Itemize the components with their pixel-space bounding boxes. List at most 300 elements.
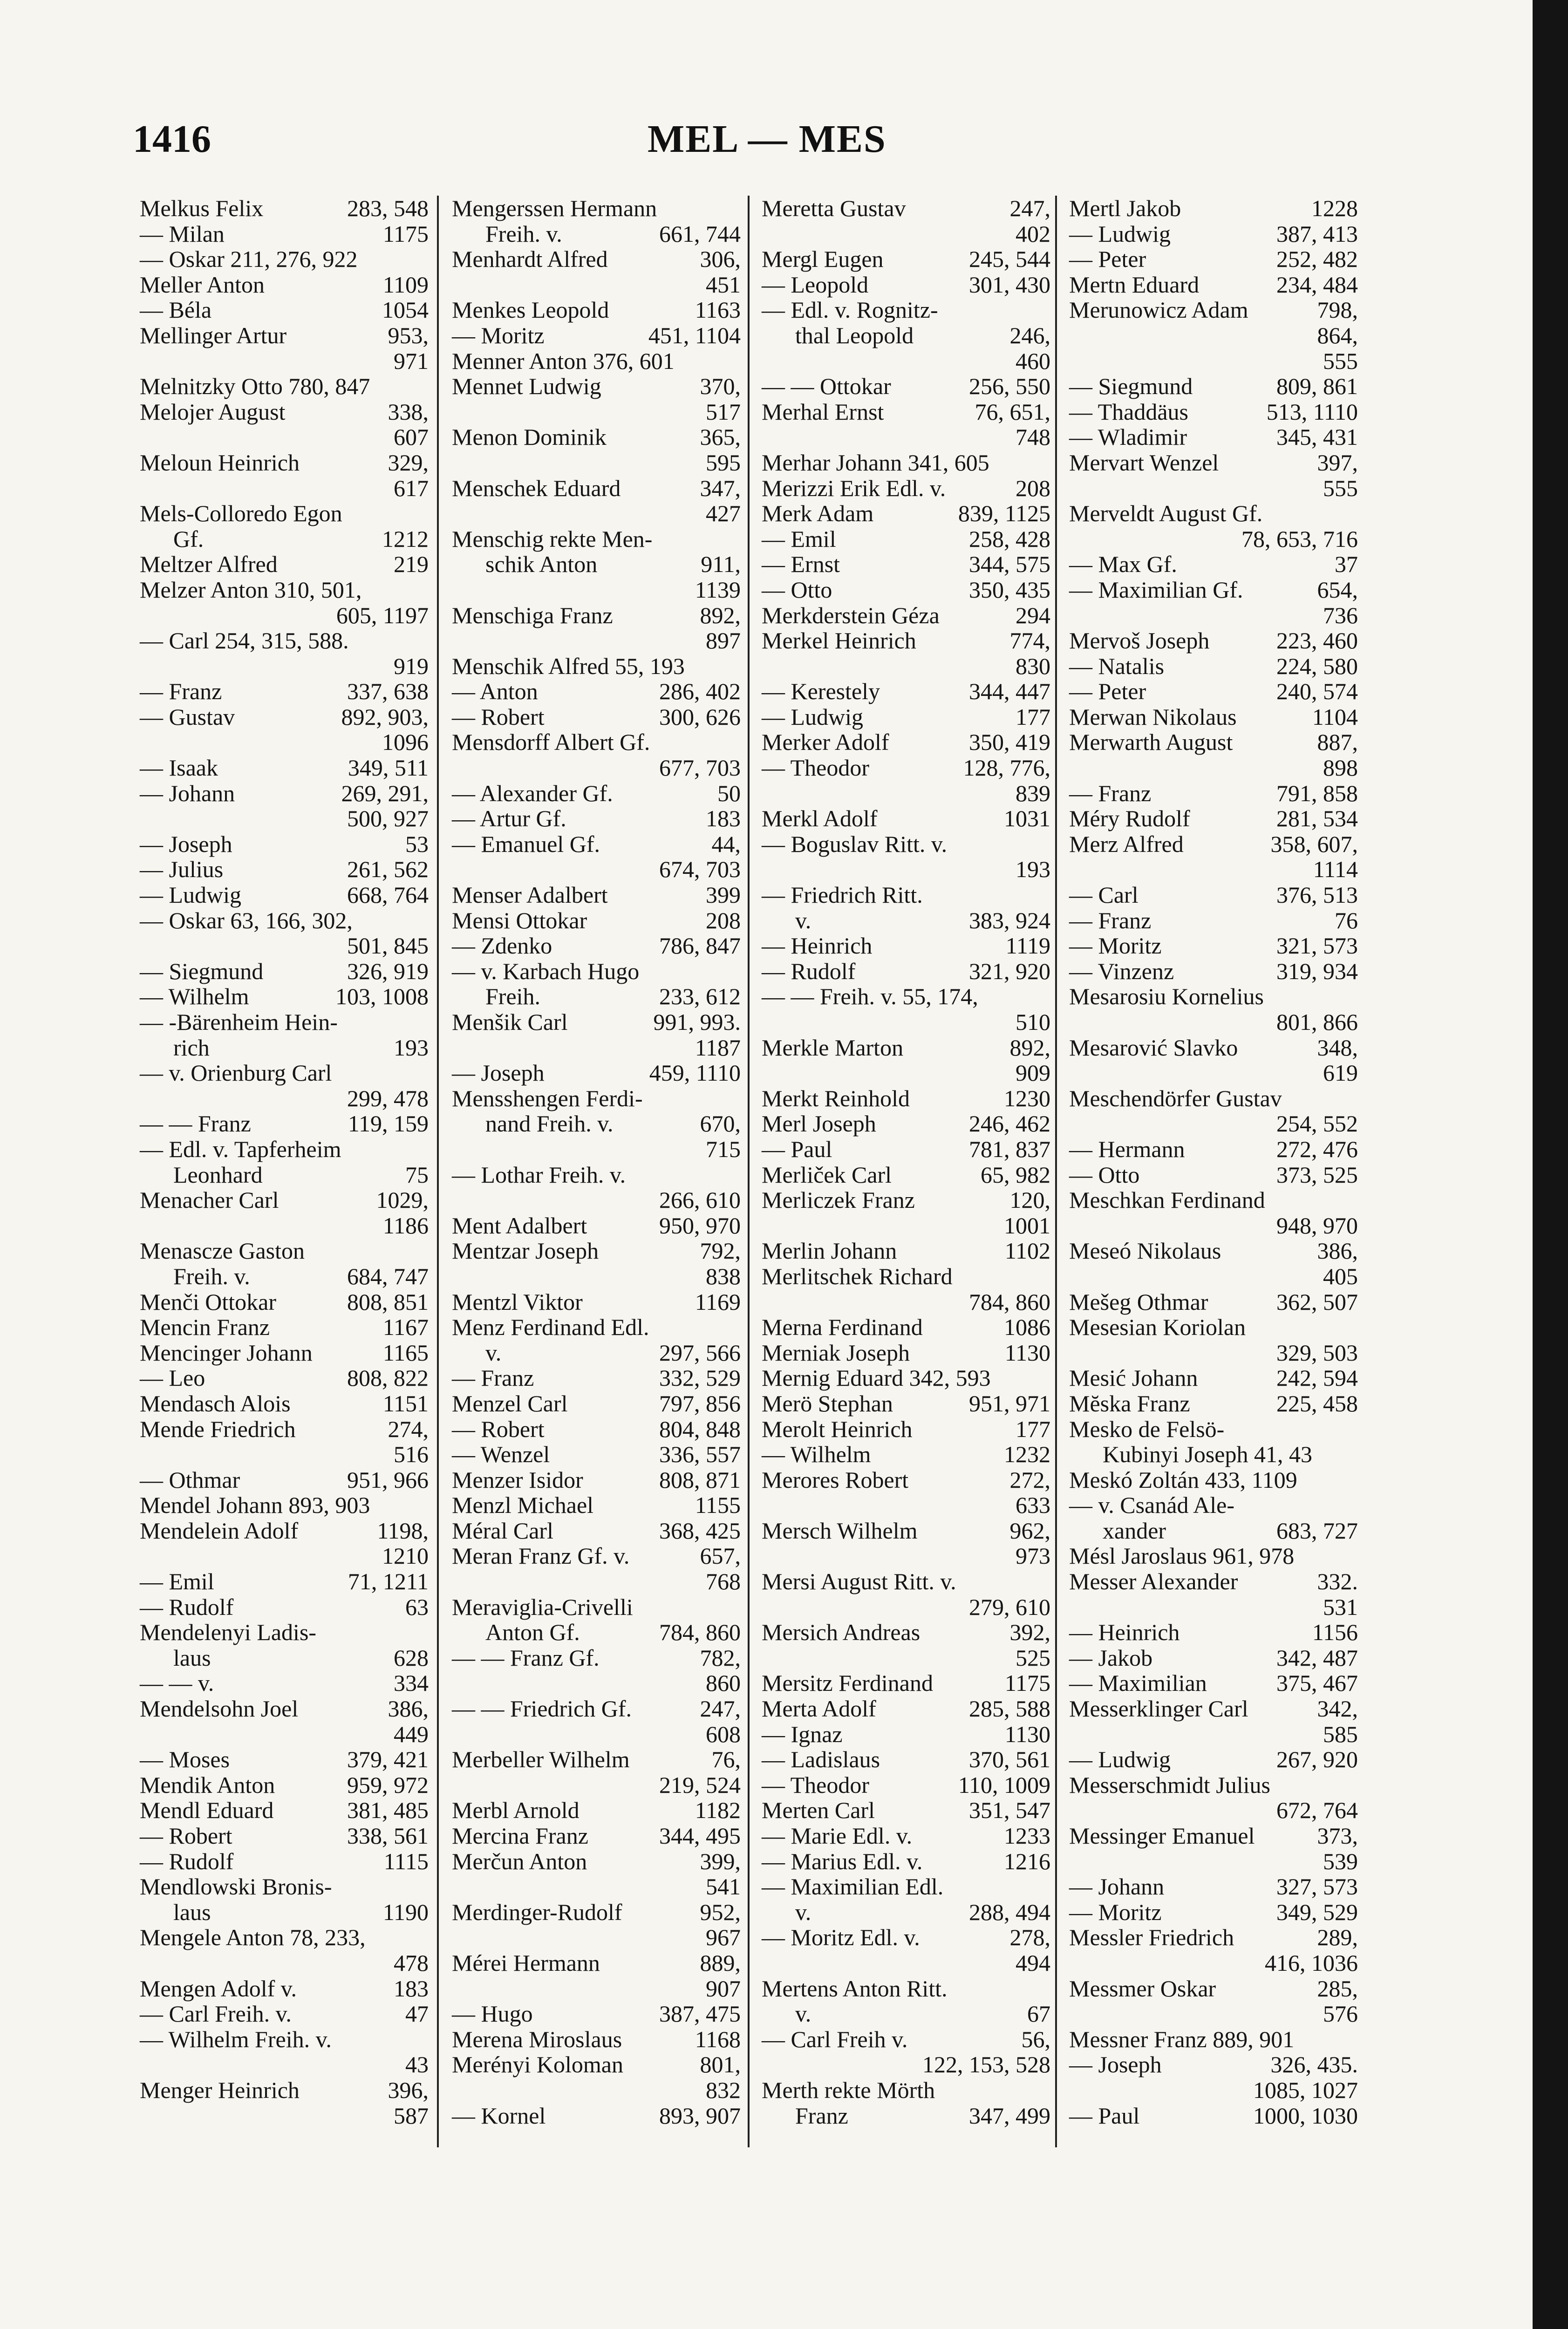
index-entry-line — [140, 1900, 429, 1925]
entry-page-refs: 256, 550 — [969, 373, 1050, 400]
entry-page-refs: 219 — [394, 551, 429, 578]
index-entry-line — [140, 755, 429, 781]
entry-page-refs: 386, — [388, 1696, 429, 1722]
entry-page-refs: 334 — [394, 1670, 429, 1696]
entry-page-refs: 240, 574 — [1276, 678, 1358, 705]
entry-page-refs: 973 — [1016, 1543, 1050, 1569]
entry-name: Kubinyi Joseph 41, 43 — [1103, 1441, 1312, 1468]
entry-page-refs: 1130 — [1004, 1339, 1050, 1366]
entry-page-refs: 177 — [1016, 1416, 1050, 1442]
entry-name: — Maximilian Edl. — [762, 1873, 944, 1900]
entry-page-refs: 405 — [1323, 1263, 1358, 1289]
index-entry-line — [762, 755, 1050, 781]
index-entry-line — [452, 882, 741, 908]
entry-name: — Milan — [140, 220, 225, 247]
index-entry-line — [140, 1747, 429, 1772]
entry-page-refs: 233, 612 — [659, 983, 741, 1010]
entry-name: Gf. — [173, 525, 204, 552]
entry-page-refs: 991, 993. — [653, 1009, 741, 1035]
index-entry-line — [1069, 1035, 1358, 1061]
index-entry-line — [452, 476, 741, 501]
index-entry-line — [452, 1137, 741, 1162]
entry-name: Mernig Eduard 342, 593 — [762, 1365, 991, 1391]
entry-name: — Johann — [140, 780, 235, 806]
entry-page-refs: 798, — [1317, 297, 1358, 323]
entry-page-refs: 1175 — [382, 220, 429, 247]
entry-page-refs: 677, 703 — [659, 755, 741, 781]
entry-page-refs: 449 — [394, 1721, 429, 1747]
entry-page-refs: 342, 487 — [1276, 1644, 1358, 1671]
entry-page-refs: 619 — [1323, 1060, 1358, 1086]
entry-page-refs: 297, 566 — [659, 1339, 741, 1366]
entry-name: — Emil — [762, 525, 836, 552]
entry-page-refs: 71, 1211 — [348, 1568, 429, 1595]
entry-name: — Friedrich Ritt. — [762, 882, 923, 908]
entry-name: Meraviglia-Crivelli — [452, 1594, 633, 1620]
index-entry-line — [452, 857, 741, 882]
entry-name: Freih. v. — [173, 1263, 250, 1289]
index-entry-line — [762, 1442, 1050, 1467]
entry-page-refs: 892, — [1009, 1034, 1050, 1061]
entry-name: Meskó Zoltán 433, 1109 — [1069, 1466, 1297, 1493]
entry-name: — v. Orienburg Carl — [140, 1060, 332, 1086]
index-entry-line — [762, 959, 1050, 984]
entry-name: Mels-Colloredo Egon — [140, 500, 342, 527]
entry-page-refs: 338, — [388, 398, 429, 425]
entry-name: Mersch Wilhelm — [762, 1517, 918, 1544]
entry-name: Ment Adalbert — [452, 1212, 587, 1239]
index-entry-line — [452, 1900, 741, 1925]
entry-page-refs: 266, 610 — [659, 1187, 741, 1213]
index-entry-line — [1069, 1620, 1358, 1645]
index-entry-line — [1069, 1670, 1358, 1696]
index-entry-line — [140, 450, 429, 476]
index-entry-line — [452, 1111, 741, 1137]
entry-name: — Hermann — [1069, 1136, 1185, 1162]
entry-name: — v. Csanád Ale- — [1069, 1492, 1235, 1519]
index-entry-line — [140, 2052, 429, 2077]
entry-page-refs: 1165 — [382, 1339, 429, 1366]
entry-page-refs: 892, 903, — [341, 703, 429, 730]
entry-page-refs: 1151 — [382, 1390, 429, 1416]
index-entry-line — [140, 272, 429, 298]
index-entry-line — [762, 526, 1050, 552]
entry-name: Mendlowski Bronis- — [140, 1873, 332, 1900]
entry-name: Meschendörfer Gustav — [1069, 1085, 1282, 1111]
index-entry-line — [452, 1823, 741, 1849]
entry-page-refs: 672, 764 — [1276, 1797, 1358, 1824]
entry-page-refs: 500, 927 — [347, 805, 429, 832]
entry-page-refs: 247, — [1009, 195, 1050, 221]
entry-page-refs: 715 — [706, 1136, 741, 1162]
entry-page-refs: 252, 482 — [1276, 246, 1358, 272]
index-entry-line — [1069, 1442, 1358, 1467]
index-entry-line — [762, 1620, 1050, 1645]
index-entry-line — [452, 755, 741, 781]
index-entry-line — [452, 2052, 741, 2077]
index-entry-line — [140, 1035, 429, 1061]
index-entry-line — [452, 1187, 741, 1213]
entry-page-refs: 1115 — [383, 1848, 429, 1874]
index-entry-line — [140, 1823, 429, 1849]
entry-name: Merth rekte Mörth — [762, 2077, 935, 2103]
entry-page-refs: 208 — [706, 907, 741, 933]
index-entry-line — [452, 1442, 741, 1467]
entry-page-refs: 269, 291, — [341, 780, 429, 806]
index-entry-line — [452, 1925, 741, 1950]
entry-page-refs: 225, 458 — [1276, 1390, 1358, 1416]
entry-name: Mesesian Koriolan — [1069, 1314, 1246, 1341]
entry-page-refs: 272, 476 — [1276, 1136, 1358, 1162]
entry-page-refs: 832 — [706, 2077, 741, 2103]
entry-name: Menšik Carl — [452, 1009, 568, 1035]
entry-name: Mentzl Viktor — [452, 1288, 583, 1315]
index-entry-line — [1069, 1060, 1358, 1086]
entry-page-refs: 368, 425 — [659, 1517, 741, 1544]
index-entry-line — [762, 1314, 1050, 1340]
entry-name: Mendelein Adolf — [140, 1517, 299, 1544]
index-entry-line — [452, 501, 741, 526]
entry-page-refs: 342, — [1317, 1696, 1358, 1722]
entry-page-refs: 344, 495 — [659, 1823, 741, 1849]
index-entry-line — [1069, 2027, 1358, 2052]
index-entry-line — [140, 476, 429, 501]
entry-name: — Joseph — [452, 1060, 545, 1086]
entry-page-refs: 668, 764 — [347, 882, 429, 908]
entry-name: Menschig rekte Men- — [452, 525, 653, 552]
entry-name: — Joseph — [1069, 2051, 1162, 2078]
entry-name: Mervoš Joseph — [1069, 627, 1210, 654]
entry-name: Merliček Carl — [762, 1161, 892, 1188]
entry-page-refs: 595 — [706, 449, 741, 476]
index-entry-line — [140, 1976, 429, 2002]
index-entry-line — [140, 628, 429, 654]
index-entry-line — [452, 1264, 741, 1289]
index-entry-line — [140, 1213, 429, 1239]
entry-page-refs: 254, 552 — [1276, 1110, 1358, 1137]
index-entry-line — [1069, 704, 1358, 730]
entry-page-refs: 607 — [394, 424, 429, 450]
index-entry-line — [140, 2001, 429, 2027]
entry-page-refs: 234, 484 — [1276, 271, 1358, 298]
entry-page-refs: 838 — [706, 1263, 741, 1289]
entry-page-refs: 585 — [1323, 1721, 1358, 1747]
index-entry-line — [140, 1594, 429, 1620]
entry-page-refs: 1086 — [1004, 1314, 1050, 1341]
entry-page-refs: 347, 499 — [969, 2102, 1050, 2129]
index-entry-line — [140, 857, 429, 882]
index-entry-line — [1069, 1086, 1358, 1111]
index-entry-line — [140, 1187, 429, 1213]
entry-page-refs: 768 — [706, 1568, 741, 1595]
entry-name: — Ernst — [762, 551, 840, 578]
entry-page-refs: 338, 561 — [347, 1823, 429, 1849]
entry-name: Mensshengen Ferdi- — [452, 1085, 643, 1111]
index-entry-line — [140, 501, 429, 526]
entry-name: Mendel Johann 893, 903 — [140, 1492, 370, 1519]
entry-name: Merkderstein Géza — [762, 602, 940, 628]
entry-page-refs: 387, 413 — [1276, 220, 1358, 247]
entry-page-refs: 897 — [706, 627, 741, 654]
entry-name: Freih. — [485, 983, 541, 1010]
index-entry-line — [452, 1569, 741, 1594]
index-entry-line — [762, 1518, 1050, 1544]
entry-name: Mertn Eduard — [1069, 271, 1200, 298]
index-entry-line — [452, 1696, 741, 1722]
entry-name: Mensi Ottokar — [452, 907, 587, 933]
entry-name: — Moses — [140, 1746, 230, 1773]
index-entry-line — [452, 2001, 741, 2027]
index-entry-line — [452, 1086, 741, 1111]
entry-name: — Oskar 63, 166, 302, — [140, 907, 353, 933]
entry-name: — Wladimir — [1069, 424, 1187, 450]
entry-page-refs: 797, 856 — [659, 1390, 741, 1416]
index-entry-line — [452, 2103, 741, 2129]
entry-page-refs: 300, 626 — [659, 703, 741, 730]
entry-page-refs: 286, 402 — [659, 678, 741, 705]
index-entry-line — [762, 831, 1050, 857]
entry-page-refs: 1155 — [695, 1492, 741, 1519]
index-entry-line — [140, 1950, 429, 1976]
entry-page-refs: 959, 972 — [347, 1771, 429, 1798]
entry-name: Merkel Heinrich — [762, 627, 916, 654]
entry-page-refs: 67 — [1027, 2001, 1050, 2027]
index-entry-line — [762, 1950, 1050, 1976]
entry-name: — Theodor — [762, 1771, 869, 1798]
index-entry-line — [1069, 806, 1358, 831]
entry-page-refs: 327, 573 — [1276, 1873, 1358, 1900]
entry-name: Mésl Jaroslaus 961, 978 — [1069, 1543, 1295, 1569]
entry-name: — — Friedrich Gf. — [452, 1696, 632, 1722]
entry-name: — Emanuel Gf. — [452, 831, 600, 857]
entry-page-refs: 336, 557 — [659, 1441, 741, 1468]
entry-page-refs: 285, 588 — [969, 1696, 1050, 1722]
entry-page-refs: 804, 848 — [659, 1416, 741, 1442]
entry-page-refs: 782, — [700, 1644, 741, 1671]
entry-page-refs: 784, 860 — [659, 1619, 741, 1646]
entry-page-refs: 1096 — [382, 729, 429, 756]
index-entry-line — [762, 1798, 1050, 1823]
entry-name: Merhal Ernst — [762, 398, 884, 425]
entry-name: — — Ottokar — [762, 373, 891, 400]
index-entry-line — [140, 2027, 429, 2052]
index-entry-line — [140, 1442, 429, 1467]
index-entry-line — [140, 704, 429, 730]
entry-page-refs: 267, 920 — [1276, 1746, 1358, 1773]
entry-name: — Siegmund — [1069, 373, 1193, 400]
index-entry-line — [140, 1314, 429, 1340]
index-entry-line — [762, 552, 1050, 577]
entry-name: — Marie Edl. v. — [762, 1823, 913, 1849]
entry-page-refs: 1175 — [1004, 1670, 1050, 1696]
entry-name: Merbl Arnold — [452, 1797, 579, 1824]
entry-page-refs: 748 — [1016, 424, 1050, 450]
index-entry-line — [1069, 1722, 1358, 1747]
entry-name: Mengerssen Hermann — [452, 195, 657, 221]
entry-name: — Wenzel — [452, 1441, 550, 1468]
entry-page-refs: 63 — [405, 1594, 429, 1620]
entry-name: Merlin Johann — [762, 1238, 897, 1264]
entry-page-refs: 332. — [1317, 1568, 1358, 1595]
entry-name: Messerklinger Carl — [1069, 1696, 1248, 1722]
column-divider — [1055, 196, 1057, 2147]
index-entry-line — [452, 424, 741, 450]
index-entry-line — [1069, 552, 1358, 577]
index-entry-line — [452, 1391, 741, 1416]
entry-name: — Emil — [140, 1568, 214, 1595]
index-entry-line — [1069, 1518, 1358, 1544]
entry-page-refs: 911, — [701, 551, 741, 578]
index-entry-line — [1069, 2001, 1358, 2027]
entry-name: Merker Adolf — [762, 729, 889, 756]
entry-name: Merdinger-Rudolf — [452, 1899, 622, 1925]
index-entry-line — [1069, 2077, 1358, 2103]
entry-name: Mensdorff Albert Gf. — [452, 729, 650, 756]
entry-page-refs: 392, — [1009, 1619, 1050, 1646]
entry-name: — Alexander Gf. — [452, 780, 613, 806]
index-entry-line — [140, 1569, 429, 1594]
index-entry-line — [140, 1009, 429, 1035]
entry-page-refs: 950, 970 — [659, 1212, 741, 1239]
index-entry-line — [140, 1798, 429, 1823]
entry-name: — Béla — [140, 297, 212, 323]
entry-page-refs: 247, — [700, 1696, 741, 1722]
entry-name: laus — [173, 1644, 211, 1671]
index-entry-line — [452, 196, 741, 221]
entry-page-refs: 344, 447 — [969, 678, 1050, 705]
index-entry-line — [762, 196, 1050, 221]
entry-name: — Moritz — [1069, 933, 1162, 959]
entry-page-refs: 326, 435. — [1270, 2051, 1358, 2078]
entry-name: — Rudolf — [762, 958, 856, 984]
entry-page-refs: 37 — [1335, 551, 1358, 578]
index-entry-line — [1069, 755, 1358, 781]
index-entry-line — [140, 806, 429, 831]
entry-name: Merö Stephan — [762, 1390, 893, 1416]
entry-page-refs: 289, — [1317, 1924, 1358, 1951]
entry-page-refs: 864, — [1317, 322, 1358, 348]
index-entry-line — [762, 450, 1050, 476]
index-entry-line — [452, 1670, 741, 1696]
entry-page-refs: 1168 — [695, 2026, 741, 2052]
index-entry-line — [1069, 1467, 1358, 1493]
entry-name: Melnitzky Otto 780, 847 — [140, 373, 370, 400]
index-entry-line — [762, 272, 1050, 298]
entry-name: — Rudolf — [140, 1848, 234, 1874]
index-entry-line — [762, 1238, 1050, 1264]
index-entry-line — [1069, 1289, 1358, 1315]
page-edge-shadow — [1533, 0, 1568, 2329]
entry-page-refs: 608 — [706, 1721, 741, 1747]
entry-page-refs: 541 — [706, 1873, 741, 1900]
index-entry-line — [140, 399, 429, 425]
index-entry-line — [762, 1162, 1050, 1188]
index-entry-line — [1069, 1874, 1358, 1900]
entry-page-refs: 1190 — [382, 1899, 429, 1925]
entry-name: — Leo — [140, 1365, 205, 1391]
entry-page-refs: 1156 — [1312, 1619, 1358, 1646]
entry-name: — Theodor — [762, 755, 869, 781]
entry-page-refs: 951, 971 — [969, 1390, 1050, 1416]
index-entry-line — [140, 959, 429, 984]
entry-name: — Wilhelm Freih. v. — [140, 2026, 332, 2052]
index-entry-line — [452, 2077, 741, 2103]
entry-page-refs: 120, — [1009, 1187, 1050, 1213]
entry-name: — Lothar Freih. v. — [452, 1161, 626, 1188]
index-entry-line — [762, 2077, 1050, 2103]
entry-page-refs: 898 — [1323, 755, 1358, 781]
entry-page-refs: 801, — [700, 2051, 741, 2078]
entry-name: — Vinzenz — [1069, 958, 1174, 984]
index-entry-line — [762, 1849, 1050, 1874]
entry-page-refs: 953, — [388, 322, 429, 348]
page-number: 1416 — [133, 117, 211, 161]
entry-name: Leonhard — [173, 1161, 263, 1188]
entry-page-refs: 103, 1008 — [335, 983, 429, 1010]
entry-name: nand Freih. v. — [485, 1110, 614, 1137]
entry-name: Merizzi Erik Edl. v. — [762, 475, 946, 501]
entry-name: Messler Friedrich — [1069, 1924, 1234, 1951]
index-entry-line — [452, 272, 741, 298]
entry-name: — Othmar — [140, 1466, 240, 1493]
entry-name: — Paul — [762, 1136, 832, 1162]
index-entry-line — [140, 1849, 429, 1874]
index-entry-line — [762, 628, 1050, 654]
index-entry-line — [452, 1798, 741, 1823]
entry-name: Menzel Carl — [452, 1390, 568, 1416]
index-entry-line — [1069, 1111, 1358, 1137]
entry-name: Menči Ottokar — [140, 1288, 276, 1315]
index-entry-line — [140, 831, 429, 857]
entry-name: — Robert — [452, 1416, 545, 1442]
entry-name: Meller Anton — [140, 271, 265, 298]
index-entry-line — [140, 1086, 429, 1111]
entry-page-refs: 348, — [1317, 1034, 1358, 1061]
entry-name: — Siegmund — [140, 958, 264, 984]
index-entry-line — [762, 1722, 1050, 1747]
entry-page-refs: 919 — [394, 653, 429, 679]
entry-name: — v. Karbach Hugo — [452, 958, 640, 984]
entry-name: Merniak Joseph — [762, 1339, 910, 1366]
index-entry-line — [1069, 323, 1358, 348]
entry-page-refs: 76, 651, — [975, 398, 1050, 425]
entry-page-refs: 784, 860 — [969, 1288, 1050, 1315]
index-entry-line — [1069, 196, 1358, 221]
index-entry-line — [762, 399, 1050, 425]
index-entry-line — [1069, 1543, 1358, 1569]
index-entry-line — [140, 1492, 429, 1518]
index-entry-line — [140, 1874, 429, 1900]
index-entry-line — [452, 1340, 741, 1366]
entry-page-refs: 786, 847 — [659, 933, 741, 959]
entry-name: — Anton — [452, 678, 538, 705]
entry-name: — Marius Edl. v. — [762, 1848, 923, 1874]
entry-name: Mengen Adolf v. — [140, 1975, 297, 2002]
entry-name: — Zdenko — [452, 933, 552, 959]
index-entry-line — [452, 526, 741, 552]
index-entry-line — [452, 246, 741, 272]
index-entry-line — [1069, 1798, 1358, 1823]
index-entry-line — [762, 1111, 1050, 1137]
entry-page-refs: 399, — [700, 1848, 741, 1874]
entry-name: — — Franz — [140, 1110, 251, 1137]
index-entry-line — [762, 1137, 1050, 1162]
index-entry-line — [452, 984, 741, 1009]
entry-page-refs: 1186 — [382, 1212, 429, 1239]
entry-page-refs: 587 — [394, 2102, 429, 2129]
index-column-1 — [140, 196, 429, 2128]
index-entry-line — [452, 221, 741, 247]
